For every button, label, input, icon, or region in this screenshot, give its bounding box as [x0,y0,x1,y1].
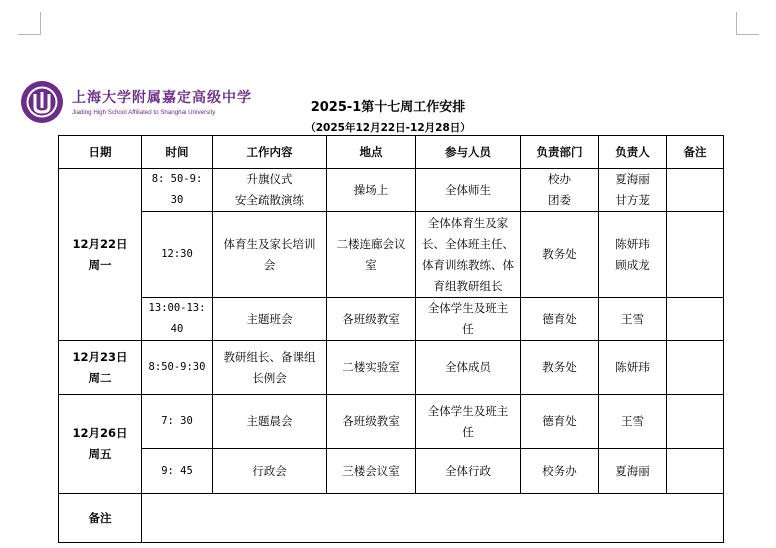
weekday-label: 周五 [88,447,112,461]
date-label: 12月23日 [72,349,128,364]
people-text: 任 [462,322,474,336]
place-text: 三楼会议室 [342,463,400,478]
owner-text: 甘方茏 [615,193,650,207]
owner-cell [599,341,667,395]
note-cell [667,169,724,212]
people-text: 全体行政 [445,463,491,478]
owner-text: 顾成龙 [615,257,650,272]
dept-text: 教务处 [542,247,577,261]
remarks-label: 备注 [59,494,142,543]
table-row [59,449,724,494]
content-cell [213,212,327,298]
content-cell [213,169,327,212]
dept-text: 教务处 [542,360,577,374]
time-text: 7: 30 [161,415,193,427]
place-cell [327,212,416,298]
content-cell [213,341,327,395]
place-text: 各班级教室 [342,311,400,326]
dept-cell [521,212,599,298]
time-text: 8:50-9:30 [148,361,206,373]
time-cell [142,298,213,341]
people-text: 全体学生及班主 [427,301,509,315]
date-label: 12月22日 [72,236,128,251]
content-text: 体育生及家长培训 [223,236,316,251]
time-text: 30 [170,194,184,206]
place-cell [327,169,416,212]
date-cell [59,169,142,341]
owner-text: 陈妍玮 [615,360,650,374]
people-text: 体育训练教练、体 [422,257,514,272]
school-name-en: Jiading High School Affiliated to Shanghai University [72,109,216,116]
time-text: 12:30 [161,248,193,260]
header-cell-content: 工作内容 [213,136,327,169]
owner-cell [599,212,667,298]
time-cell [142,395,213,449]
content-text: 会 [263,257,276,272]
content-text: 升旗仪式 [246,172,293,186]
people-text: 全体成员 [445,360,491,374]
content-cell [213,395,327,449]
dept-text: 校务办 [542,463,577,478]
time-cell [142,449,213,494]
schedule-table [58,135,724,543]
date-label: 12月26日 [72,426,128,440]
place-cell [327,449,416,494]
owner-cell [599,169,667,212]
people-text: 育组教研组长 [433,278,503,293]
owner-cell [599,395,667,449]
time-text: 40 [170,323,184,335]
remarks-row [59,494,724,543]
note-cell [667,298,724,341]
header-cell-owner: 负责人 [599,136,667,169]
content-text: 主题晨会 [246,414,293,428]
people-cell [416,298,521,341]
date-cell [59,341,142,395]
header-cell-note: 备注 [667,136,724,169]
header-cell-people: 参与人员 [416,136,521,169]
content-text: 主题班会 [246,311,293,326]
place-text: 各班级教室 [342,414,400,428]
owner-cell [599,449,667,494]
header-cell-dept: 负责部门 [521,136,599,169]
people-cell [416,449,521,494]
note-cell [667,341,724,395]
dept-cell [521,341,599,395]
owner-text: 夏海丽 [615,172,650,186]
place-cell [327,298,416,341]
people-text: 任 [462,424,474,439]
content-cell [213,449,327,494]
table-header-row [59,136,724,169]
dept-cell [521,298,599,341]
time-cell [142,341,213,395]
dept-text: 德育处 [542,414,577,428]
header-cell-date: 日期 [59,136,142,169]
remarks-value [142,494,724,543]
owner-cell [599,298,667,341]
document-title: 2025-1第十七周工作安排 [310,100,466,115]
place-text: 二楼连廊会议 [336,236,406,251]
people-cell [416,169,521,212]
people-cell [416,212,521,298]
owner-text: 王雪 [621,311,644,326]
weekday-label: 周一 [88,257,112,272]
note-cell [667,449,724,494]
owner-text: 陈妍玮 [615,236,650,251]
table-row [59,169,724,212]
time-cell [142,212,213,298]
people-cell [416,395,521,449]
people-text: 全体体育生及家 [427,215,509,230]
content-text: 安全疏散演练 [235,193,304,207]
school-name-cn: 上海大学附属嘉定高级中学 [72,90,252,106]
dept-text: 德育处 [542,311,577,326]
table-row [59,298,724,341]
crop-mark-top-left [18,12,41,35]
table-row [59,395,724,449]
time-text: 9: 45 [161,464,193,477]
place-text: 操场上 [353,182,389,197]
place-text: 室 [365,257,377,272]
table-row [59,341,724,395]
dept-cell [521,169,599,212]
note-cell [667,212,724,298]
header-cell-place: 地点 [327,136,416,169]
weekday-label: 周二 [88,370,112,385]
content-text: 行政会 [252,463,287,478]
place-cell [327,395,416,449]
crop-mark-top-right [736,12,759,35]
place-text: 二楼实验室 [342,360,400,374]
people-text: 全体师生 [445,182,491,197]
header-cell-time: 时间 [142,136,213,169]
people-cell [416,341,521,395]
time-text: 8: 50-9: [151,173,203,185]
people-text: 长、全体班主任、 [422,236,514,251]
note-cell [667,395,724,449]
people-text: 全体学生及班主 [427,403,509,418]
dept-text: 校办 [548,172,571,186]
dept-cell [521,449,599,494]
owner-text: 王雪 [621,414,644,428]
content-cell [213,298,327,341]
date-cell [59,395,142,494]
content-text: 教研组长、备课组 [223,349,316,364]
dept-text: 团委 [548,193,571,207]
place-cell [327,341,416,395]
time-cell [142,169,213,212]
document-subtitle: （2025年12月22日-12月28日） [305,122,471,134]
owner-text: 夏海丽 [615,463,650,478]
table-row [59,212,724,298]
content-text: 长例会 [252,370,287,385]
time-text: 13:00-13: [148,302,206,314]
dept-cell [521,395,599,449]
